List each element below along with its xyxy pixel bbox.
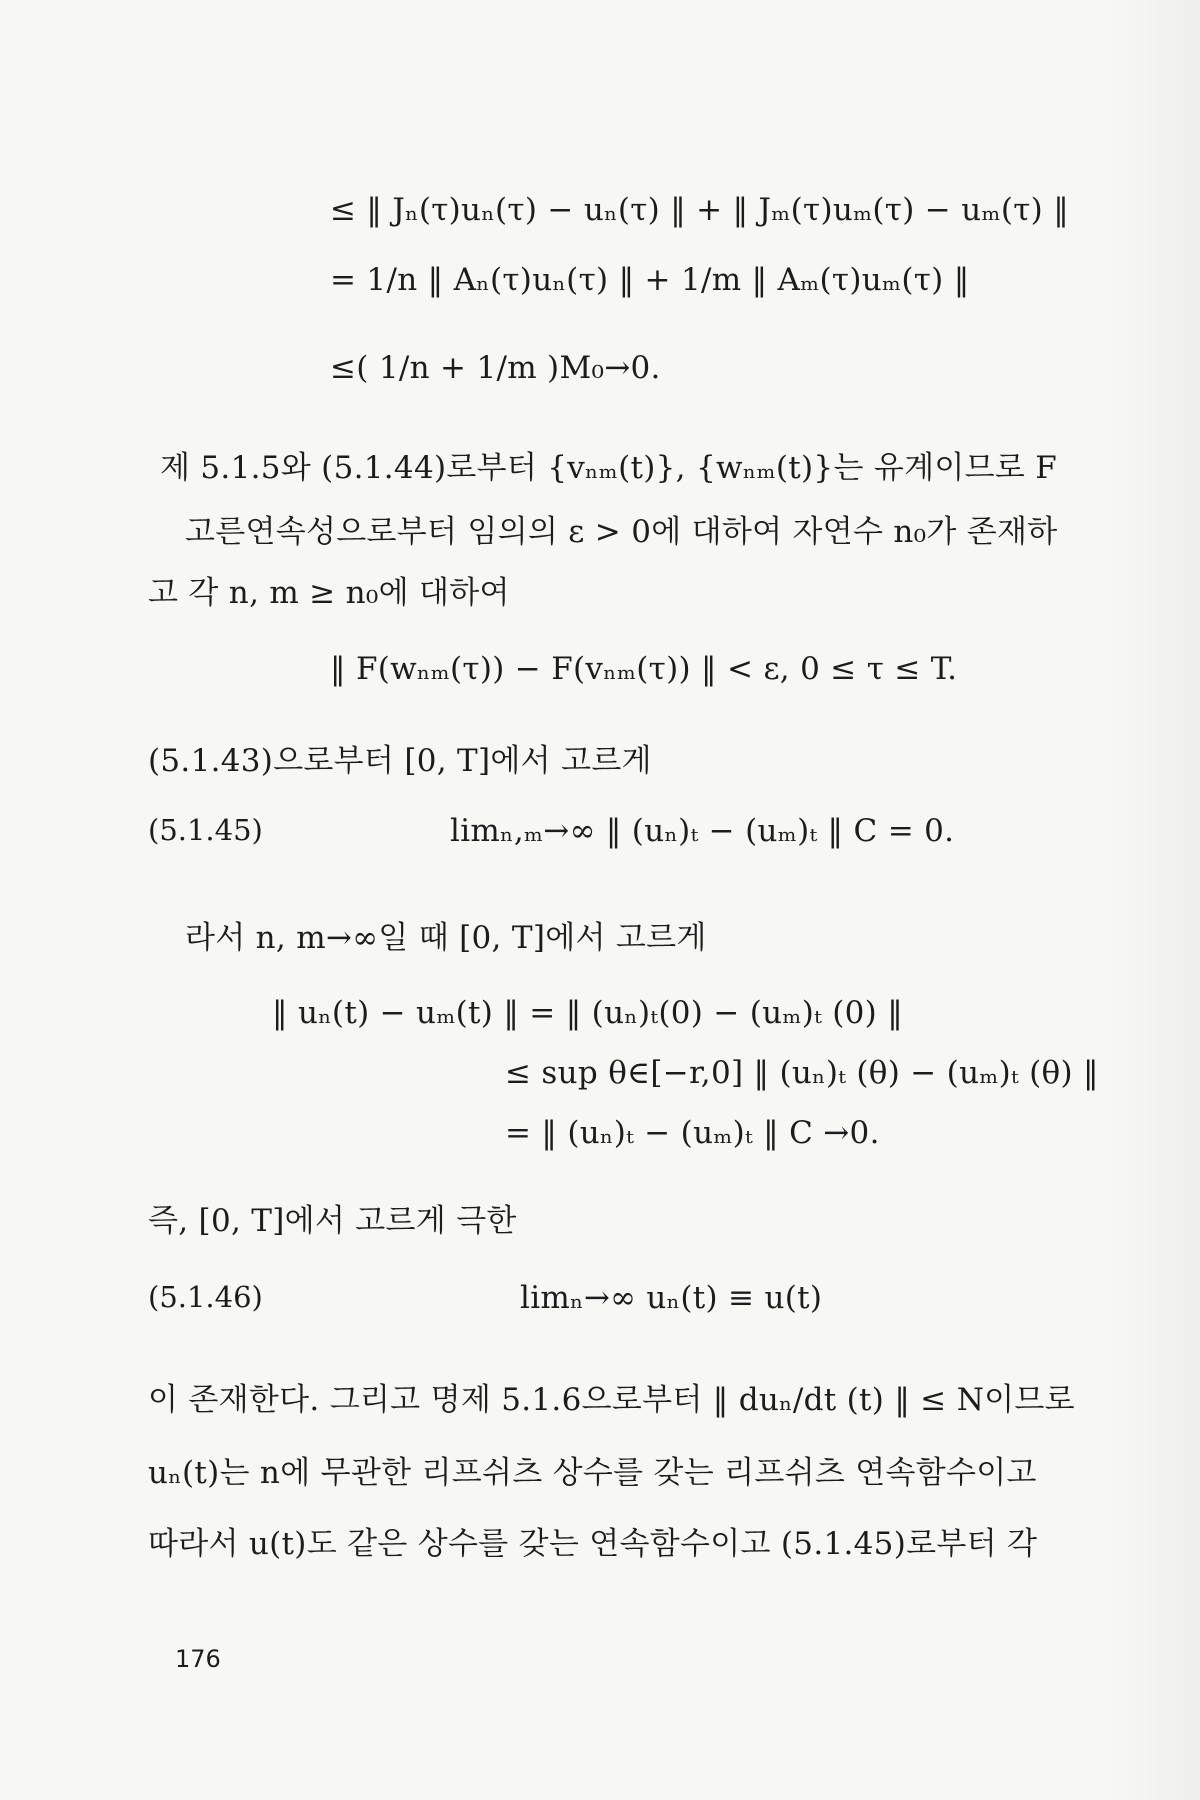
norm-equation-line-1: ‖ uₙ(t) − uₘ(t) ‖ = ‖ (uₙ)ₜ(0) − (uₘ)ₜ (0) ‖ bbox=[272, 995, 904, 1031]
text-line: (5.1.43)으로부터 [0, T]에서 고르게 bbox=[148, 743, 652, 779]
text-line: 라서 n, m→∞일 때 [0, T]에서 고르게 bbox=[185, 920, 707, 956]
text-line: 따라서 u(t)도 같은 상수를 갖는 연속함수이고 (5.1.45)로부터 각 bbox=[148, 1526, 1038, 1562]
equation-number: (5.1.46) bbox=[148, 1280, 263, 1314]
text-line: 고른연속성으로부터 임의의 ε > 0에 대하여 자연수 n₀가 존재하 bbox=[185, 514, 1058, 550]
inequality-line-3: ≤( 1/n + 1/m )M₀→0. bbox=[330, 350, 661, 386]
text-line: 고 각 n, m ≥ n₀에 대하여 bbox=[148, 575, 510, 611]
page-edge-shadow bbox=[1110, 0, 1200, 1800]
text-line: uₙ(t)는 n에 무관한 리프쉬츠 상수를 갖는 리프쉬츠 연속함수이고 bbox=[148, 1455, 1037, 1491]
norm-equation-line-2: ≤ sup θ∈[−r,0] ‖ (uₙ)ₜ (θ) − (uₘ)ₜ (θ) ‖ bbox=[505, 1055, 1099, 1091]
inequality-line-1: ≤ ‖ Jₙ(τ)uₙ(τ) − uₙ(τ) ‖ + ‖ Jₘ(τ)uₘ(τ) − uₘ(τ) ‖ bbox=[330, 192, 1070, 228]
equation-number: (5.1.45) bbox=[148, 813, 263, 847]
norm-equation-line-3: = ‖ (uₙ)ₜ − (uₘ)ₜ ‖ C →0. bbox=[505, 1115, 880, 1151]
equation-line-2: = 1/n ‖ Aₙ(τ)uₙ(τ) ‖ + 1/m ‖ Aₘ(τ)uₘ(τ) ‖ bbox=[330, 262, 970, 298]
page-number: 176 bbox=[175, 1645, 221, 1673]
text-line: 제 5.1.5와 (5.1.44)로부터 {vₙₘ(t)}, {wₙₘ(t)}는 유계이므로 F bbox=[160, 450, 1058, 486]
text-line: 즉, [0, T]에서 고르게 극한 bbox=[148, 1203, 517, 1239]
limit-definition: limₙ→∞ uₙ(t) ≡ u(t) bbox=[520, 1280, 823, 1316]
display-inequality: ‖ F(wₙₘ(τ)) − F(vₙₘ(τ)) ‖ < ε, 0 ≤ τ ≤ T. bbox=[330, 651, 958, 687]
limit-equation: limₙ,ₘ→∞ ‖ (uₙ)ₜ − (uₘ)ₜ ‖ C = 0. bbox=[450, 813, 955, 849]
text-line: 이 존재한다. 그리고 명제 5.1.6으로부터 ‖ duₙ/dt (t) ‖ ≤ N이므로 bbox=[148, 1382, 1075, 1418]
